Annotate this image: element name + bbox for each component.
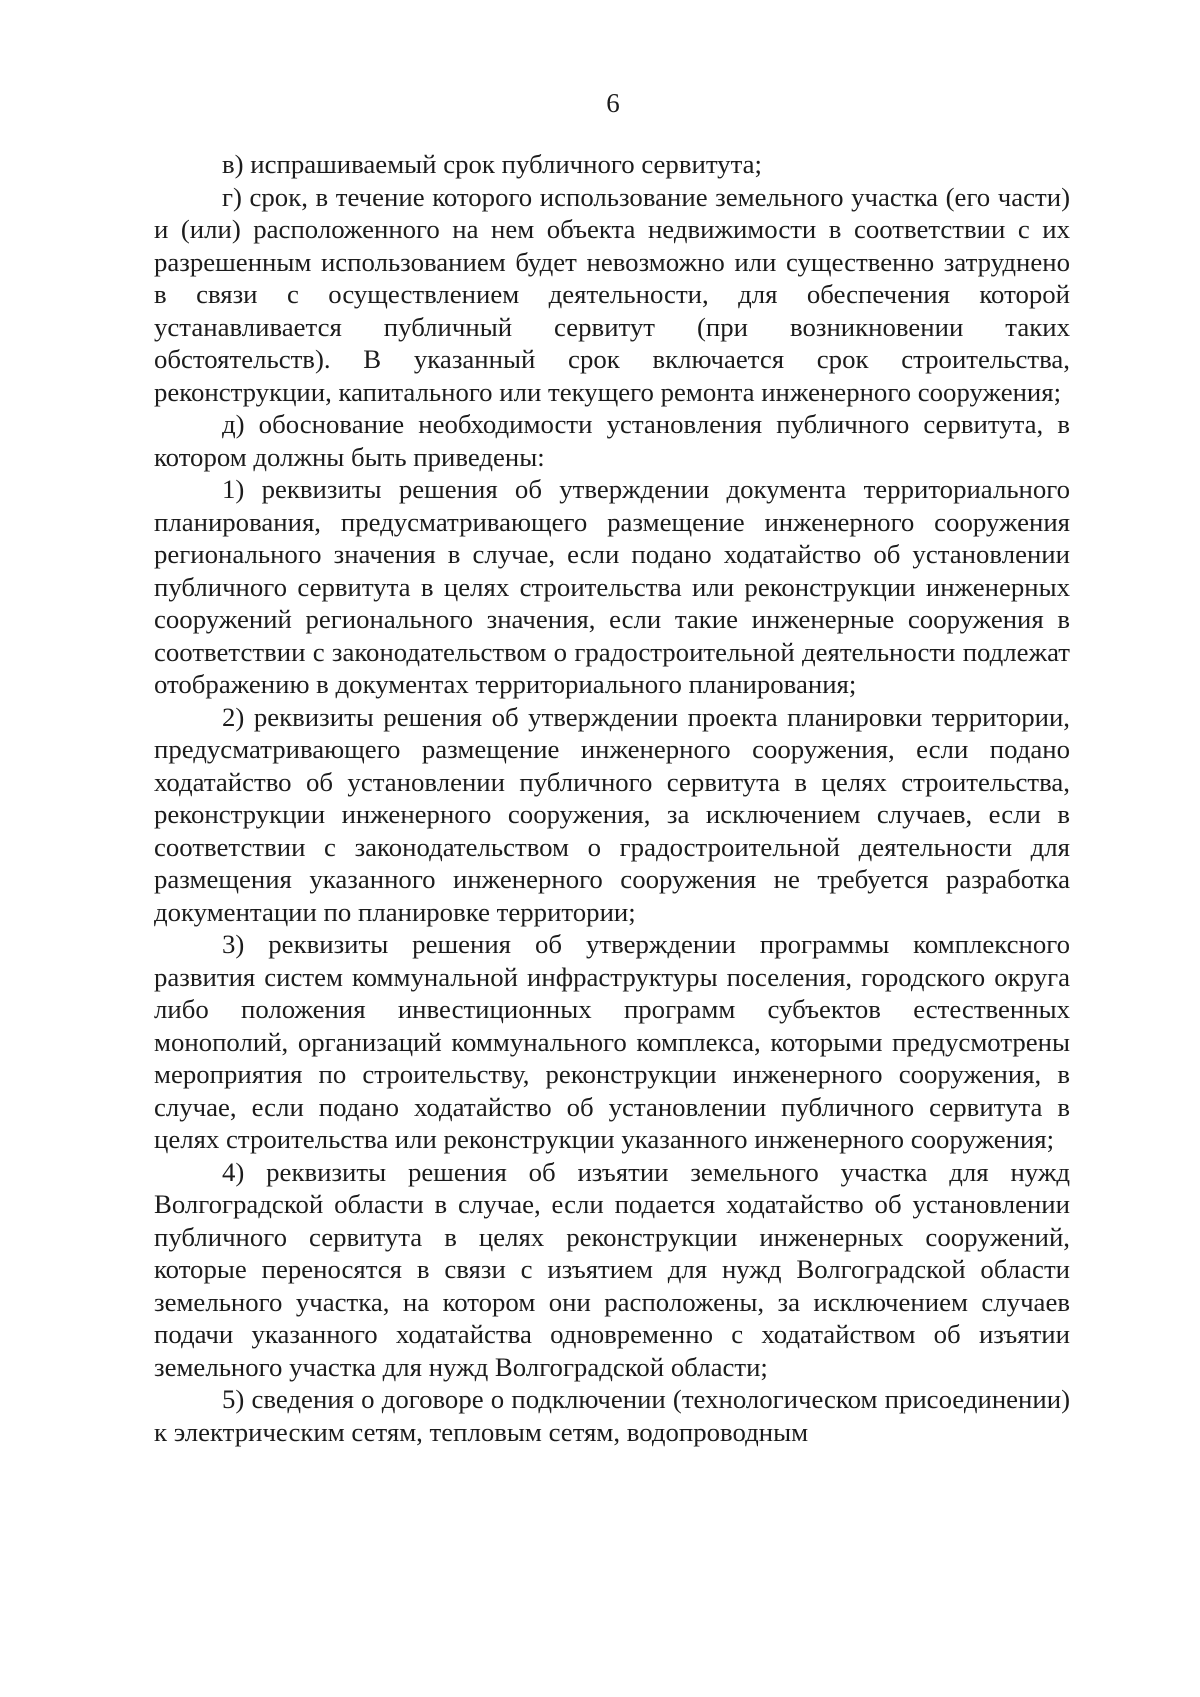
page-number: 6 xyxy=(606,88,620,118)
paragraph-v: в) испрашиваемый срок публичного сервитута; xyxy=(222,149,762,179)
paragraph-item-3: 3) реквизиты решения об утверждении программы комплексного развития систем коммунальной инфраструктуры поселения, городского округа либо положения инвестиционных программ субъектов естественных монополий, организаций коммунального комплекса, которыми предусмотрены мероприятия по строительству, реконструкции инженерного сооружения, в случае, если подано ходатайство об установлении публичного сервитута в целях строительства или реконструкции указанного инженерного сооружения; xyxy=(154,929,1070,1154)
paragraph-item-2: 2) реквизиты решения об утверждении проекта планировки территории, предусматривающего размещение инженерного сооружения, если подано ходатайство об установлении публичного сервитута в целях строительства, реконструкции инженерного сооружения, за исключением случаев, если в соответствии с законодательством о градостроительной деятельности для размещения указанного инженерного сооружения не требуется разработка документации по планировке территории; xyxy=(154,701,1070,927)
paragraph-g: г) срок, в течение которого использование земельного участка (его части) и (или) расположенного на нем объекта недвижимости в соответствии с их разрешенным использованием будет невозможно или существенно затруднено в связи с осуществлением деятельности, для обеспечения которой устанавливается публичный сервитут (при возникновении таких обстоятельств). В указанный срок включается срок строительства, реконструкции, капитального или текущего ремонта инженерного сооружения; xyxy=(154,181,1070,407)
document-body xyxy=(154,148,1070,1448)
paragraph-item-4: 4) реквизиты решения об изъятии земельного участка для нужд Волгоградской области в случае, если подается ходатайство об установлении публичного сервитута в целях реконструкции инженерных сооружений, которые переносятся в связи с изъятием для нужд Волгоградской области земельного участка, на котором они расположены, за исключением случаев подачи указанного ходатайства одновременно с ходатайством об изъятии земельного участка для нужд Волгоградской области; xyxy=(154,1156,1070,1382)
paragraph-item-1: 1) реквизиты решения об утверждении документа территориального планирования, предусматривающего размещение инженерного сооружения регионального значения в случае, если подано ходатайство об установлении публичного сервитута в целях строительства или реконструкции инженерных сооружений регионального значения, если такие инженерные сооружения в соответствии с законодательством о градостроительной деятельности подлежат отображению в документах территориального планирования; xyxy=(154,474,1070,699)
paragraph-item-5: 5) сведения о договоре о подключении (технологическом присоединении) к электрическим сетям, тепловым сетям, водопроводным xyxy=(154,1384,1070,1447)
paragraph-d: д) обоснование необходимости установления публичного сервитута, в котором должны быть приведены: xyxy=(154,409,1070,472)
